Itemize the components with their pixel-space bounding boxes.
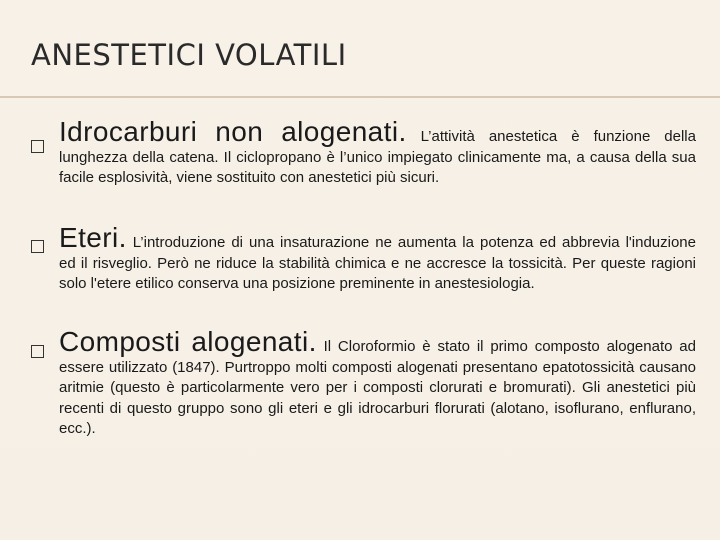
bullet-text <box>59 116 696 189</box>
bullet-text <box>59 326 696 440</box>
bullet-box-icon <box>31 140 44 153</box>
bullet-body: Il Cloroformio è stato il primo composto alogenato ad essere utilizzato (1847). Purtroppo molti composti alogenati presentano epatotossicità causano aritmie (questo è particolarmente vero per i composti clorurati e bromurati). Gli anestetici più recenti di questo gruppo sono gli eteri e gli idrocarburi florurati (alotano, isoflurano, enflurano, ecc.). <box>59 338 696 437</box>
bullet-body: L’attività anestetica è funzione della lunghezza della catena. Il ciclopropano è l’unico impiegato clinicamente ma, a causa della sua facile esplosività, viene sostituito con anestetici più sicuri. <box>59 128 696 186</box>
bullet-item <box>31 326 696 440</box>
bullet-box-icon <box>31 345 44 358</box>
bullet-heading: Eteri. <box>59 222 127 253</box>
slide-title: ANESTETICI VOLATILI <box>31 38 347 72</box>
bullet-item <box>31 116 696 189</box>
bullet-heading: Composti alogenati. <box>59 326 317 357</box>
bullet-text <box>59 222 696 295</box>
bullet-item <box>31 222 696 295</box>
bullet-body: L’introduzione di una insaturazione ne aumenta la potenza ed abbrevia l'induzione ed il risveglio. Però ne riduce la stabilità chimica e ne accresce la tossicità. Per queste ragioni solo l'etere etilico conserva una posizione preminente in anestesiologia. <box>59 234 696 292</box>
bullet-box-icon <box>31 240 44 253</box>
bullet-heading: Idrocarburi non alogenati. <box>59 116 407 147</box>
title-divider <box>0 96 720 98</box>
